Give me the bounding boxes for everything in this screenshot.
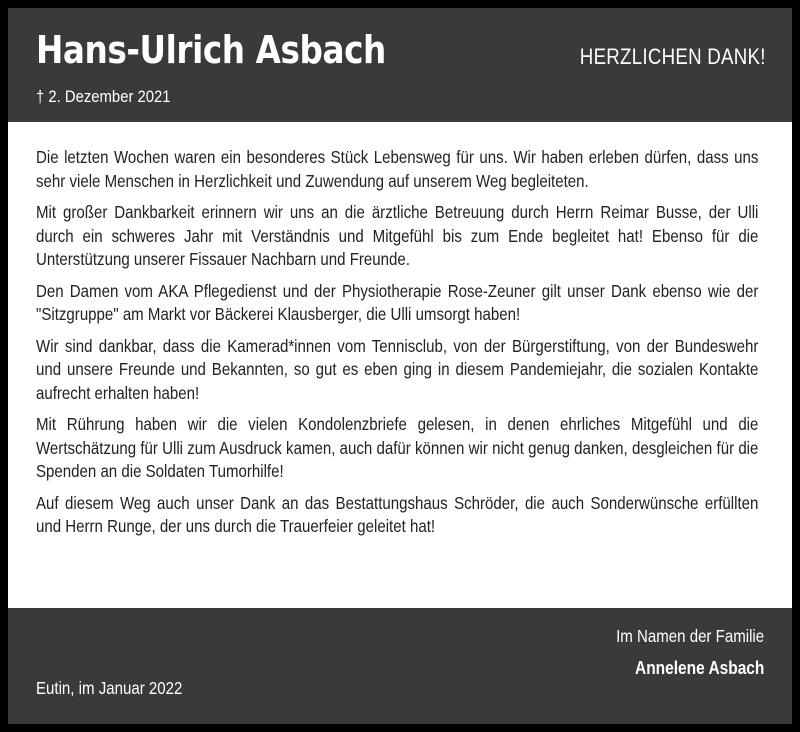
paragraph: Auf diesem Weg auch unser Dank an das Bestattungshaus Schröder, die auch Sonderwünsche erfüllten und Herrn Runge, der uns durch die Trauerfeier geleitet hat! xyxy=(36,492,759,536)
paragraph: Den Damen vom AKA Pflegedienst und der Physiotherapie Rose-Zeuner gilt unser Dank ebenso wie der "Sitzgruppe" am Markt vor Bäckerei Klausberger, die Ulli umsorgt haben! xyxy=(36,280,759,324)
notice-body xyxy=(8,122,792,608)
signer-name: Annelene Asbach xyxy=(634,658,764,678)
deceased-name: Hans-Ulrich Asbach xyxy=(36,28,386,72)
death-date: † 2. Dezember 2021 xyxy=(36,88,171,106)
paragraph: Mit großer Dankbarkeit erinnern wir uns an die ärztliche Betreuung durch Herrn Reimar Busse, der Ulli durch ein schweres Jahr mit Verständnis und Mitgefühl bis zum Ende begleitet hat! Ebenso für die Unterstützung unserer Fissauer Nachbarn und Freunde. xyxy=(36,202,759,269)
thanks-heading: HERZLICHEN DANK! xyxy=(580,44,766,69)
place-date: Eutin, im Januar 2022 xyxy=(36,678,183,698)
paragraph: Die letzten Wochen waren ein besonderes Stück Lebensweg für uns. Wir haben erleben dürfen, dass uns sehr viele Menschen in Herzlichkeit und Zuwendung auf unserem Weg begleiteten. xyxy=(36,147,759,191)
paragraph: Mit Rührung haben wir die vielen Kondolenzbriefe gelesen, in denen ehrliches Mitgefühl und die Wertschätzung für Ulli zum Ausdruck kamen, auch dafür können wir nicht genug danken, desgleichen für die Spenden an die Soldaten Tumorhilfe! xyxy=(36,414,759,481)
thanks-text xyxy=(36,146,758,547)
paragraph: Wir sind dankbar, dass die Kamerad*innen vom Tennisclub, von der Bürgerstiftung, von der Bundeswehr und unsere Freunde und Bekannten, so gut es eben ging in diesem Pandemiejahr, die sozialen Kontakte aufrecht erhalten haben! xyxy=(36,335,759,403)
on-behalf-line: Im Namen der Familie xyxy=(615,626,764,646)
notice-header xyxy=(8,8,792,122)
notice-footer xyxy=(8,608,792,724)
